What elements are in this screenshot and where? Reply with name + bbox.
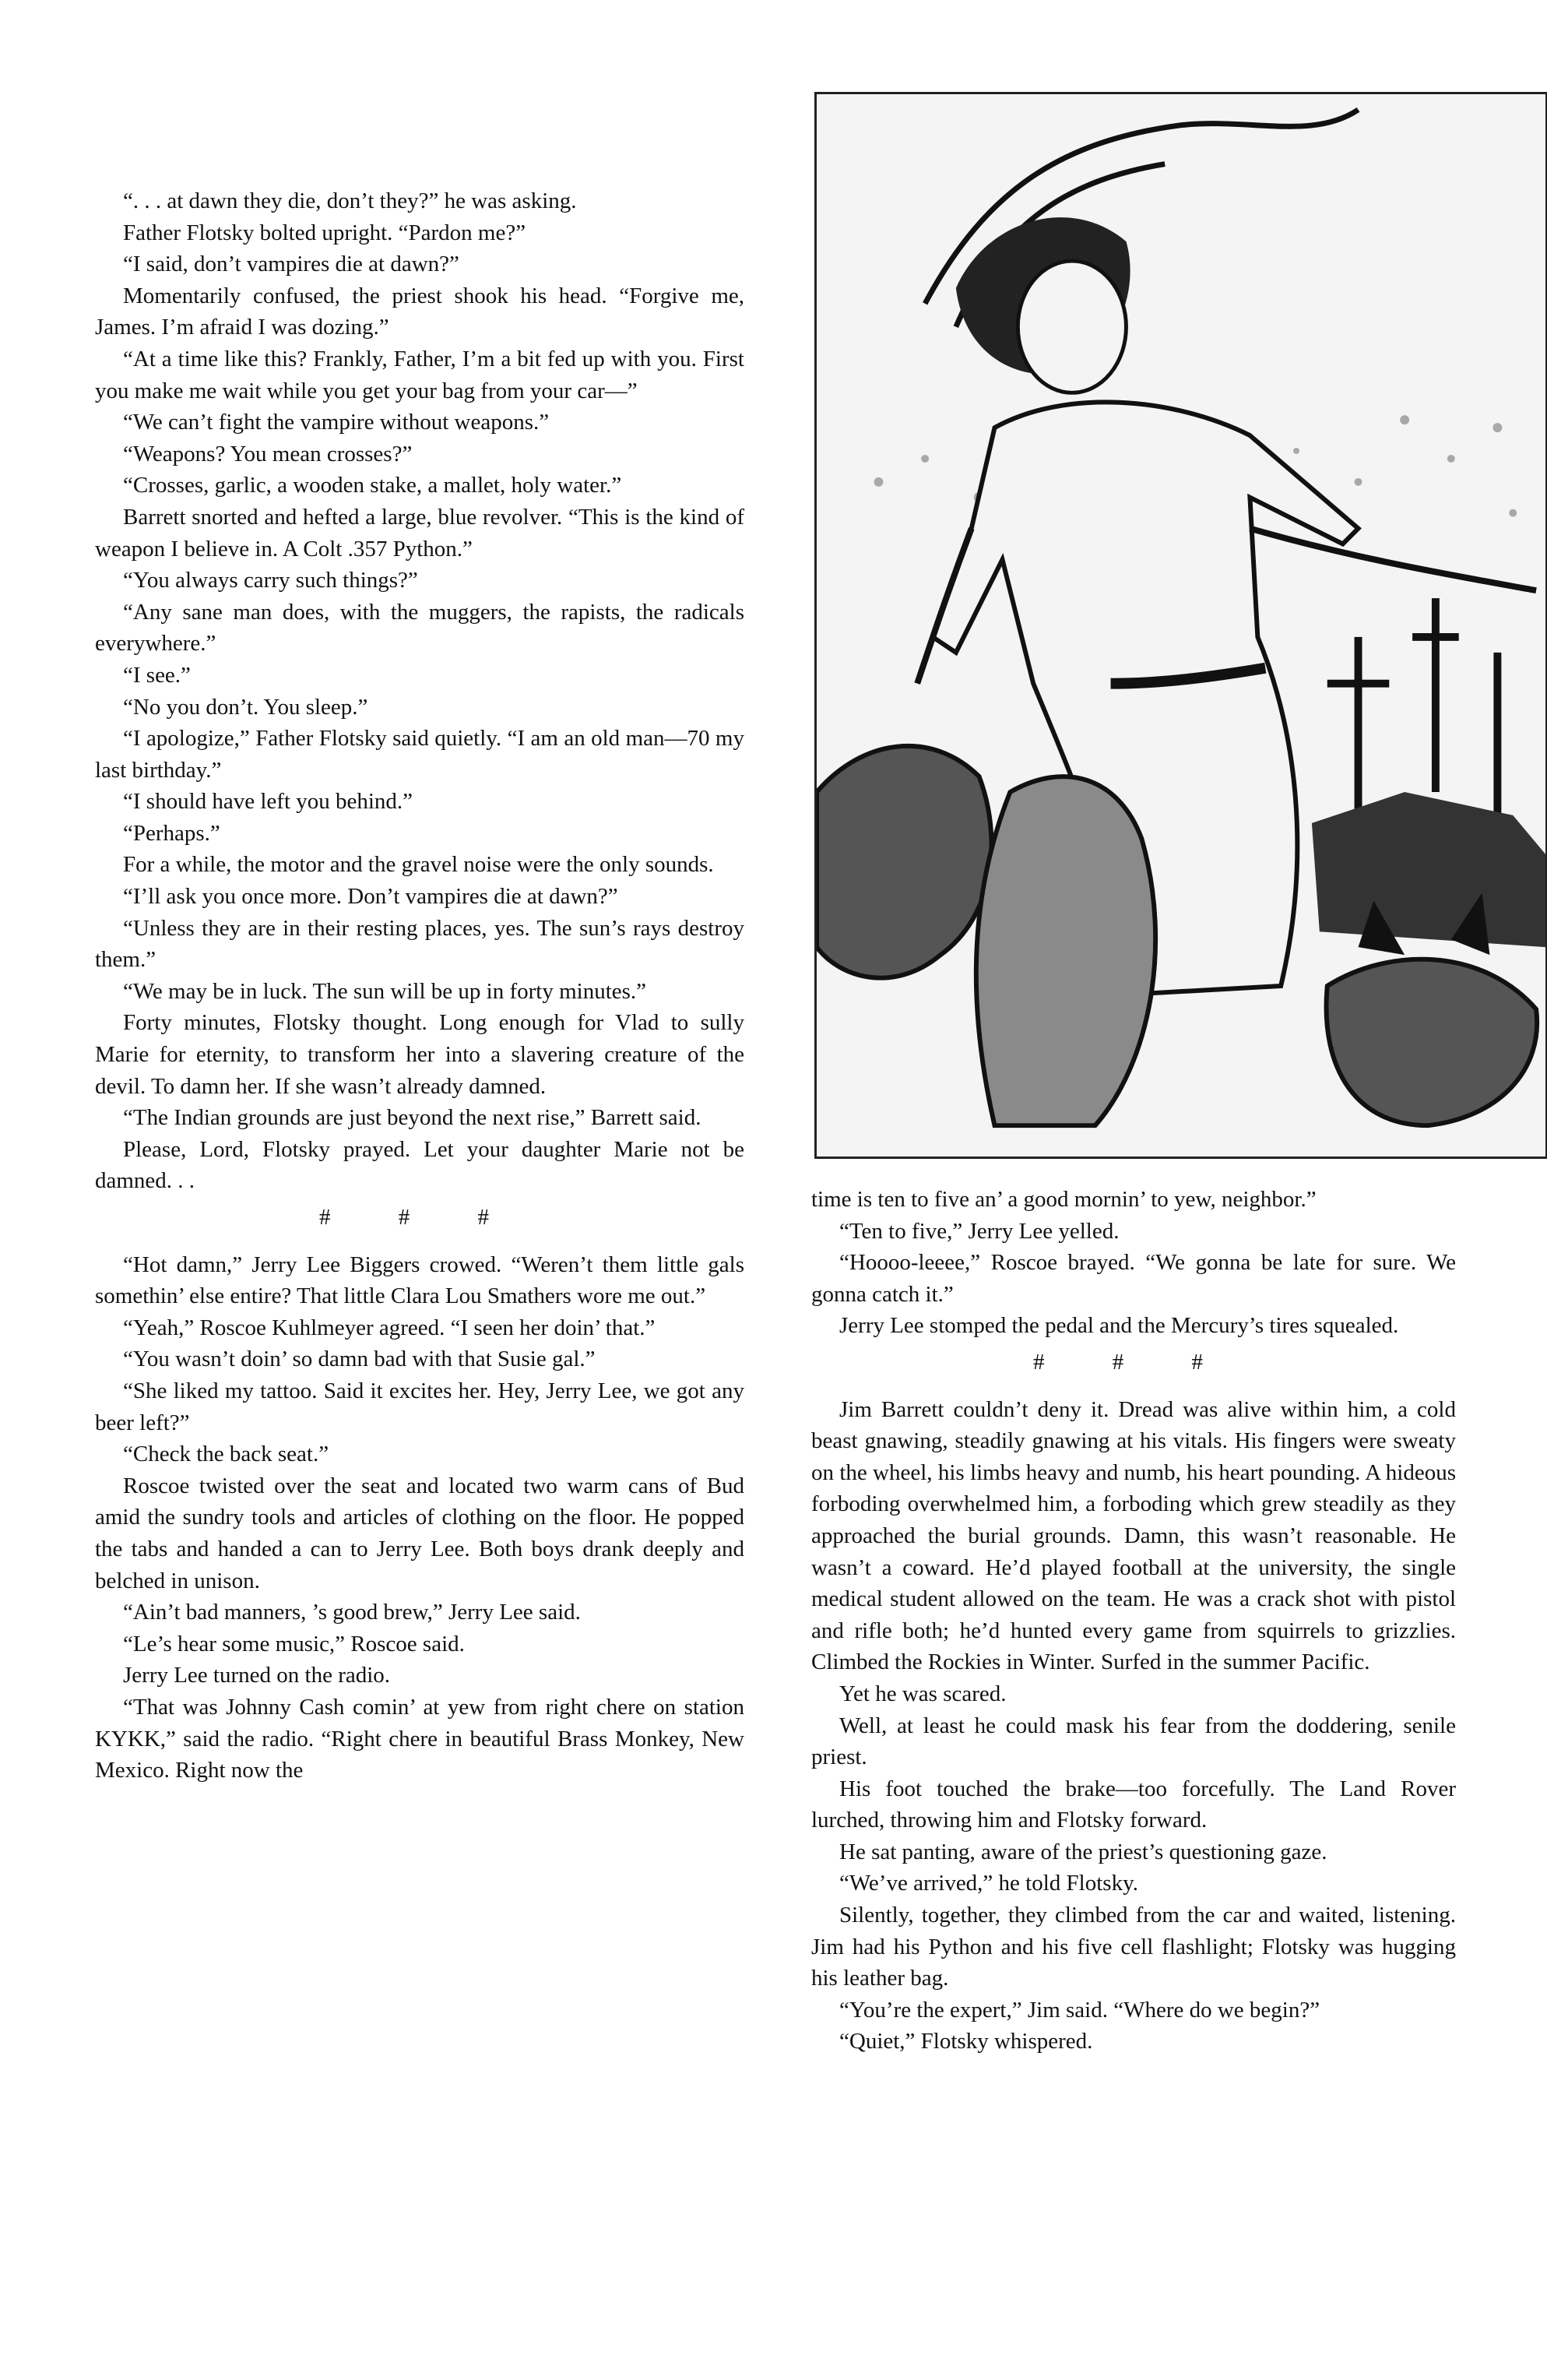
- paragraph: “You wasn’t doin’ so damn bad with that Susie gal.”: [123, 1347, 596, 1372]
- left-text-column: [95, 185, 744, 1787]
- paragraph: Silently, together, they climbed from the car and waited, listening. Jim had his Python and his five cell flashlight; Flotsky was hugging his leather bag.: [811, 1903, 1456, 1991]
- paragraph: “We may be in luck. The sun will be up in forty minutes.”: [123, 978, 647, 1004]
- paragraph: “Hoooo-leeee,” Roscoe brayed. “We gonna be late for sure. We gonna catch it.”: [811, 1250, 1456, 1307]
- paragraph: “Any sane man does, with the muggers, the rapists, the radicals everywhere.”: [95, 599, 744, 657]
- paragraph: “. . . at dawn they die, don’t they?” he was asking.: [123, 188, 577, 213]
- paragraph: “That was Johnny Cash comin’ at yew from right chere on station KYKK,” said the radio. “Right chere in beautiful Brass Monkey, New Mexico. Right now the: [95, 1694, 744, 1783]
- paragraph: Momentarily confused, the priest shook his head. “Forgive me, James. I’m afraid I was dozing.”: [95, 283, 744, 340]
- paragraph: Jim Barrett couldn’t deny it. Dread was alive within him, a cold beast gnawing, steadily gnawing at his vitals. His fingers were sweaty on the wheel, his limbs heavy and numb, his heart pounding. A hideous forboding overwhelmed him, a forboding which grew steadily as they approached the burial grounds. Damn, this wasn’t reasonable. He wasn’t a coward. He’d played football at the university, the single medical student allowed on the team. He was a crack shot with pistol and rifle both; he’d hunted every game from squirrels to grizzlies. Climbed the Rockies in Winter. Surfed in the summer Pacific.: [811, 1396, 1456, 1675]
- paragraph: “Hot damn,” Jerry Lee Biggers crowed. “Weren’t them little gals somethin’ else entire? That little Clara Lou Smathers wore me out.”: [95, 1252, 744, 1309]
- paragraph: “I apologize,” Father Flotsky said quietly. “I am an old man—70 my last birthday.”: [95, 726, 744, 783]
- paragraph: Father Flotsky bolted upright. “Pardon me?”: [123, 220, 526, 245]
- illustration-panel: [814, 92, 1547, 1159]
- paragraph: “Ten to five,” Jerry Lee yelled.: [839, 1218, 1120, 1244]
- paragraph: Forty minutes, Flotsky thought. Long enough for Vlad to sully Marie for eternity, to transform her into a slavering creature of the devil. To damn her. If she wasn’t already damned.: [95, 1010, 744, 1099]
- paragraph: “Ain’t bad manners, ’s good brew,” Jerry Lee said.: [123, 1600, 581, 1625]
- paragraph: “I see.”: [123, 662, 191, 688]
- woman-fleeing-wolves-illustration: [817, 94, 1545, 1157]
- paragraph: “Crosses, garlic, a wooden stake, a mallet, holy water.”: [123, 473, 622, 498]
- paragraph: time is ten to five an’ a good mornin’ to yew, neighbor.”: [811, 1187, 1317, 1212]
- paragraph: Jerry Lee turned on the radio.: [123, 1663, 391, 1688]
- paragraph: “Unless they are in their resting places, yes. The sun’s rays destroy them.”: [95, 915, 744, 973]
- paragraph: “At a time like this? Frankly, Father, I’m a bit fed up with you. First you make me wait while you get your bag from your car—”: [95, 346, 744, 403]
- paragraph: “You’re the expert,” Jim said. “Where do we begin?”: [839, 1997, 1320, 2023]
- section-separator: # # #: [319, 1205, 520, 1230]
- paragraph: “I said, don’t vampires die at dawn?”: [123, 252, 459, 277]
- paragraph: “We’ve arrived,” he told Flotsky.: [839, 1871, 1138, 1896]
- paragraph: He sat panting, aware of the priest’s questioning gaze.: [839, 1839, 1327, 1864]
- section-separator: # # #: [1033, 1349, 1234, 1375]
- paragraph: “Le’s hear some music,” Roscoe said.: [123, 1631, 465, 1656]
- paragraph: “Check the back seat.”: [123, 1442, 329, 1467]
- paragraph: “I should have left you behind.”: [123, 789, 413, 815]
- paragraph: “The Indian grounds are just beyond the next rise,” Barrett said.: [123, 1105, 701, 1131]
- paragraph: His foot touched the brake—too forcefully. The Land Rover lurched, throwing him and Flotsky forward.: [811, 1776, 1456, 1833]
- paragraph: Well, at least he could mask his fear from the doddering, senile priest.: [811, 1713, 1456, 1770]
- paragraph: “No you don’t. You sleep.”: [123, 694, 368, 720]
- paragraph: For a while, the motor and the gravel noise were the only sounds.: [123, 852, 714, 878]
- paragraph: “She liked my tattoo. Said it excites her. Hey, Jerry Lee, we got any beer left?”: [95, 1378, 744, 1435]
- paragraph: “Quiet,” Flotsky whispered.: [839, 2029, 1093, 2054]
- paragraph: Roscoe twisted over the seat and located two warm cans of Bud amid the sundry tools and articles of clothing on the floor. He popped the tabs and handed a can to Jerry Lee. Both boys drank deeply and belched in unison.: [95, 1473, 744, 1593]
- paragraph: “Weapons? You mean crosses?”: [123, 441, 413, 466]
- paragraph: Barrett snorted and hefted a large, blue revolver. “This is the kind of weapon I believe in. A Colt .357 Python.”: [95, 504, 744, 562]
- right-text-column: [811, 1184, 1456, 2058]
- paragraph: Yet he was scared.: [839, 1681, 1007, 1706]
- paragraph: Please, Lord, Flotsky prayed. Let your daughter Marie not be damned. . .: [95, 1136, 744, 1194]
- paragraph: Jerry Lee stomped the pedal and the Mercury’s tires squealed.: [839, 1313, 1399, 1339]
- paragraph: “We can’t fight the vampire without weapons.”: [123, 410, 550, 435]
- paragraph: “Yeah,” Roscoe Kuhlmeyer agreed. “I seen her doin’ that.”: [123, 1315, 656, 1340]
- paragraph: “You always carry such things?”: [123, 568, 418, 593]
- paragraph: “Perhaps.”: [123, 820, 220, 846]
- paragraph: “I’ll ask you once more. Don’t vampires die at dawn?”: [123, 884, 618, 910]
